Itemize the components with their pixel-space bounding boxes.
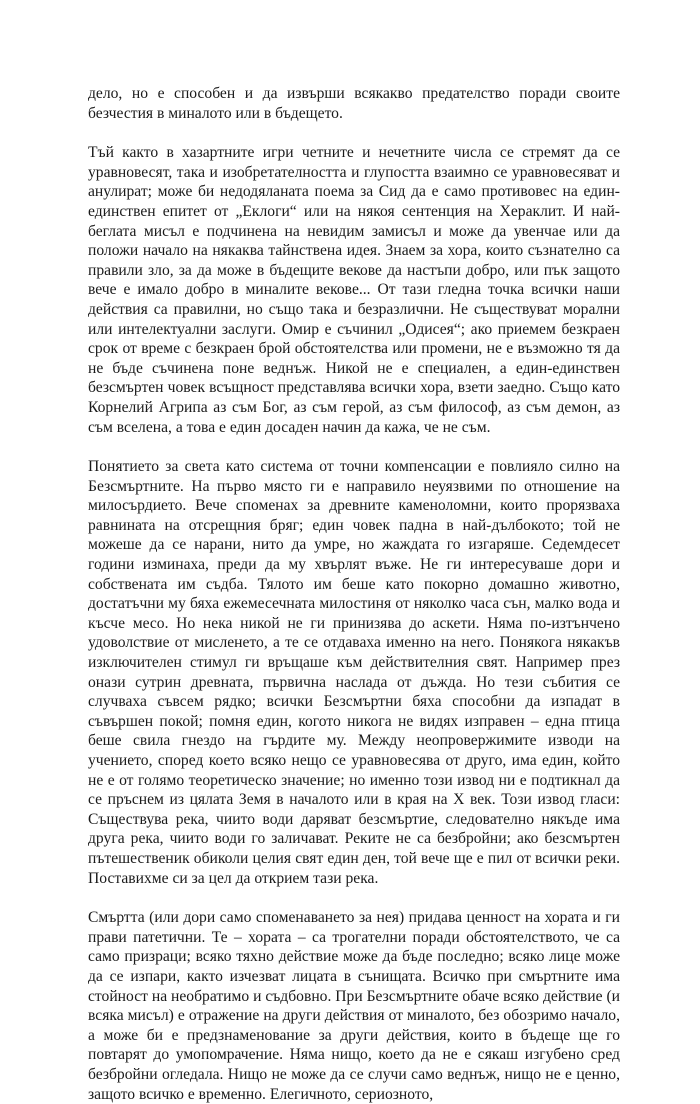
- paragraph-continuation: дело, но е способен и да извърши всякакво предателство поради своите безчестия в миналото или в бъдещето.: [88, 85, 620, 122]
- paragraph-immortals: Понятието за света като система от точни компенсации е повлияло силно на Безсмъртните. На първо място ги е направило неуязвими по отношение на милосърдието. Вече споменах за древните каменоломни, които прорязваха равнината на отсрещния бряг; един човек падна в най-дълбокото; той не можеше да се нарани, нито да умре, но жаждата го изгаряше. Седемдесет години изминаха, преди да му хвърлят въже. Не ги интересуваше дори и собствената им съдба. Тялото им беше като покорно домашно животно, достатъчни му бяха ежемесечната милостиня от няколко часа сън, малко вода и късче месо. Но нека никой не ги принизява до аскети. Няма по-изтънчено удоволствие от мисленето, а те се отдаваха именно на него. Понякога някакъв изключителен стимул ги връщаше към действителния свят. Например през онази сутрин древната, първична наслада от дъжда. Но тези събития се случваха съвсем рядко; всички Безсмъртни бяха способни да изпадат в съвършен покой; помня един, когото никога не видях изправен – една птица беше свила гнездо на гърдите му. Между неопровержимите изводи на учението, според което всяко нещо се уравновесява от друго, има един, който не е от голямо теоретическо значение; но именно този извод ни е подтикнал да се пръснем из цялата Земя в началото или в края на X век. Този извод гласи: Съществува река, чиито води даряват безсмъртие, следователно някъде има друга река, чиито води го заличават. Реките не са безбройни; ако безсмъртен пътешественик обиколи целия свят един ден, той вече ще е пил от всички реки. Поставихме си за цел да открием тази река.: [88, 458, 620, 887]
- paragraph-compensation: Тъй както в хазартните игри четните и нечетните числа се стремят да се уравновесят, така и изобретателността и глупостта взаимно се уравновесяват и анулират; може би недодяланата поема за Сид да е само противовес на един-единствен епитет от „Еклоги“ или на някоя сентенция на Хераклит. И най-беглата мисъл е подчинена на невидим замисъл и може да увенчае или да положи начало на някаква тайнствена идея. Знаем за хора, които съзнателно са правили зло, за да може в бъдещите векове да настъпи добро, или пък защото вече е имало добро в миналите векове... От тази гледна точка всички наши действия са правилни, но също така и безразлични. Не съществуват морални или интелектуални заслуги. Омир е съчинил „Одисея“; ако приемем безкраен срок от време с безкраен брой обстоятелства или промени, не е възможно тя да не бъде съчинена поне веднъж. Никой не е специален, а един-единствен безсмъртен човек всъщност представлява всички хора, взети заедно. Също като Корнелий Агрипа аз съм Бог, аз съм герой, аз съм философ, аз съм демон, аз съм вселена, а това е един досаден начин да кажа, че не съм.: [88, 144, 620, 436]
- paragraph-death: Смъртта (или дори само споменаването за нея) придава ценност на хората и ги прави патетични. Те – хората – са трогателни поради обстоятелството, че са само призраци; всяко тяхно действие може да бъде последно; всяко лице може да се изпари, както изчезват лицата в сънищата. Всичко при смъртните има стойност на необратимо и съдбовно. При Безсмъртните обаче всяко действие (и всяка мисъл) е отражение на други действия от миналото, без обозримо начало, а може би е предзнаменование за други действия, които в бъдеще ще го повтарят до умопомрачение. Няма нищо, което да не е сякаш изгубено сред безбройни огледала. Нищо не може да се случи само веднъж, нищо не е ценно, защото всичко е временно. Елегичното, сериозното,: [88, 909, 620, 1103]
